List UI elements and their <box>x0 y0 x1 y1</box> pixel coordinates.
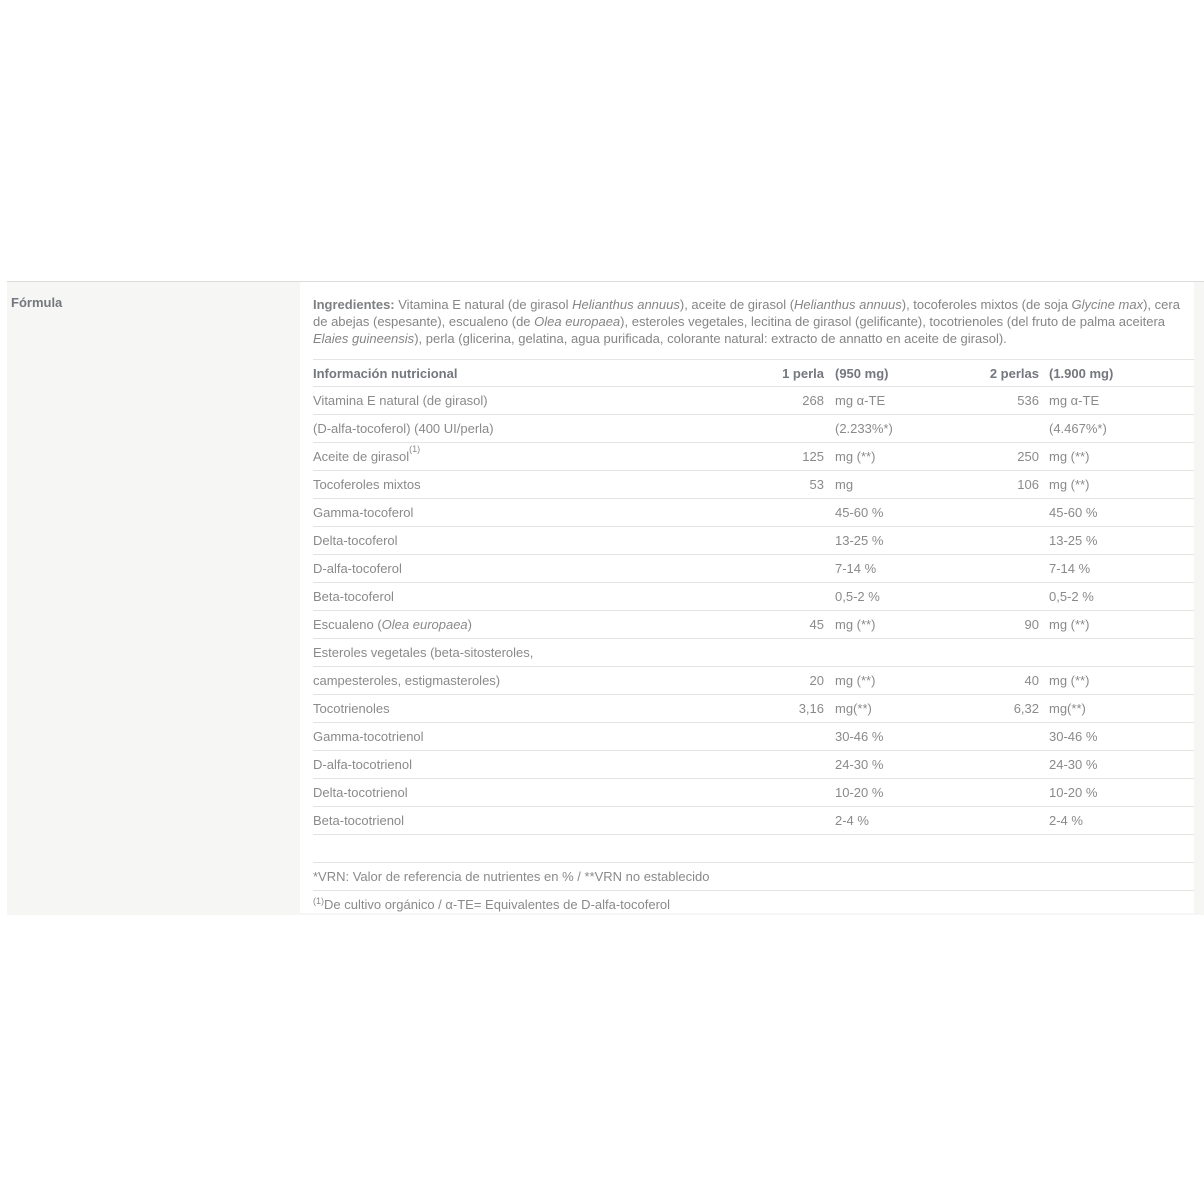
row-unit-1: 7-14 % <box>835 561 877 576</box>
row-value-1: 53 <box>809 477 824 492</box>
row-unit-1: mg (**) <box>835 617 876 632</box>
row-unit-2: 7-14 % <box>1049 561 1091 576</box>
nutrition-row <box>313 387 1194 415</box>
row-unit-2: mg (**) <box>1049 617 1090 632</box>
header-serving2-weight: (1.900 mg) <box>1049 365 1114 381</box>
section-title: Fórmula <box>11 295 63 310</box>
row-label: Beta-tocoferol <box>313 589 394 604</box>
footnote-organic: $^{(1)}$ De cultivo orgánico / α-TE= Equivalentes de D-alfa-tocoferol <box>313 891 1194 913</box>
nutrition-row <box>313 807 1194 835</box>
row-value-1: 3,16 <box>798 701 824 716</box>
row-unit-1: mg (**) <box>835 673 876 688</box>
footnote-vrn: *VRN: Valor de referencia de nutrientes en % / **VRN no establecido <box>313 863 1194 891</box>
nutrition-row <box>313 527 1194 555</box>
row-label: Aceite de girasol$^{(1)}$ <box>313 443 421 464</box>
nutrition-row <box>313 751 1194 779</box>
row-value-1: 20 <box>809 673 824 688</box>
row-value-2: 6,32 <box>1013 701 1039 716</box>
nutrition-row <box>313 695 1194 723</box>
nutrition-row <box>313 639 1194 667</box>
row-unit-1: 45-60 % <box>835 505 884 520</box>
nutrition-row <box>313 583 1194 611</box>
nutrition-row <box>313 611 1194 639</box>
row-unit-2: mg α-TE <box>1049 393 1100 408</box>
nutrition-row <box>313 471 1194 499</box>
row-label: Delta-tocotrienol <box>313 785 408 800</box>
nutrition-row <box>313 443 1194 471</box>
row-unit-2: 45-60 % <box>1049 505 1098 520</box>
nutrition-row <box>313 555 1194 583</box>
nutrition-table-header <box>313 359 1194 387</box>
header-title: Información nutricional <box>313 365 458 381</box>
formula-section <box>7 281 1204 915</box>
row-value-2: 106 <box>1017 477 1039 492</box>
row-unit-1: 10-20 % <box>835 785 884 800</box>
header-serving1-qty: 1 perla <box>782 365 824 381</box>
nutrition-row <box>313 723 1194 751</box>
row-unit-1: 30-46 % <box>835 729 884 744</box>
row-value-2: 90 <box>1024 617 1039 632</box>
row-unit-1: 0,5-2 % <box>835 589 880 604</box>
row-value-2: 250 <box>1017 449 1039 464</box>
nutrition-row <box>313 415 1194 443</box>
header-serving1-weight: (950 mg) <box>835 365 889 381</box>
row-unit-1: 24-30 % <box>835 757 884 772</box>
row-unit-1: 2-4 % <box>835 813 869 828</box>
row-label: D-alfa-tocotrienol <box>313 757 412 772</box>
table-footnotes <box>313 863 1194 913</box>
nutrition-table <box>313 359 1194 863</box>
row-label: Tocoferoles mixtos <box>313 477 421 492</box>
row-unit-2: 0,5-2 % <box>1049 589 1094 604</box>
row-value-2: 40 <box>1024 673 1039 688</box>
nutrition-row <box>313 835 1194 863</box>
row-label: Vitamina E natural (de girasol) <box>313 393 488 408</box>
row-label: Gamma-tocotrienol <box>313 729 424 744</box>
row-label: (D-alfa-tocoferol) (400 UI/perla) <box>313 421 494 436</box>
row-unit-1: 13-25 % <box>835 533 884 548</box>
row-label: campesteroles, estigmasteroles) <box>313 673 501 688</box>
row-unit-2: 2-4 % <box>1049 813 1083 828</box>
row-label: Delta-tocoferol <box>313 533 398 548</box>
header-serving2-qty: 2 perlas <box>989 365 1039 381</box>
row-unit-2: mg (**) <box>1049 477 1090 492</box>
row-value-1: 268 <box>802 393 824 408</box>
row-label: Esteroles vegetales (beta-sitosteroles, <box>313 645 534 660</box>
row-label: Escualeno (Olea europaea) <box>313 617 473 632</box>
row-unit-1: (2.233%*) <box>835 421 893 436</box>
nutrition-row <box>313 779 1194 807</box>
row-unit-2: 10-20 % <box>1049 785 1098 800</box>
row-unit-2: (4.467%*) <box>1049 421 1107 436</box>
row-unit-1: mg <box>835 477 854 492</box>
nutrition-row <box>313 499 1194 527</box>
row-unit-2: 24-30 % <box>1049 757 1098 772</box>
row-unit-2: 13-25 % <box>1049 533 1098 548</box>
row-unit-2: 30-46 % <box>1049 729 1098 744</box>
row-value-1: 125 <box>802 449 824 464</box>
row-label: D-alfa-tocoferol <box>313 561 402 576</box>
row-label: Beta-tocotrienol <box>313 813 405 828</box>
row-unit-2: mg(**) <box>1049 701 1086 716</box>
formula-content <box>300 282 1194 913</box>
row-unit-1: mg α-TE <box>835 393 886 408</box>
row-value-1: 45 <box>809 617 824 632</box>
nutrition-row <box>313 667 1194 695</box>
row-label: Gamma-tocoferol <box>313 505 414 520</box>
row-unit-1: mg(**) <box>835 701 872 716</box>
row-unit-2: mg (**) <box>1049 449 1090 464</box>
row-label: Tocotrienoles <box>313 701 390 716</box>
formula-label-column <box>7 282 300 915</box>
row-unit-2: mg (**) <box>1049 673 1090 688</box>
row-unit-1: mg (**) <box>835 449 876 464</box>
ingredients-paragraph: Ingredientes: Vitamina E natural (de girasol Helianthus annuus), aceite de girasol (Helianthus annuus), tocoferoles mixtos (de soja Glycine max), cera de abejas (espesante), escualeno (de Olea europaea), esteroles vegetales, lecitina de girasol (gelificante), tocotrienoles (del fruto de palma aceitera Elaies guineensis), perla (glicerina, gelatina, agua purificada, colorante natural: extracto de annatto en aceite de girasol). <box>313 297 1180 346</box>
row-value-2: 536 <box>1017 393 1039 408</box>
nutrition-table-body <box>313 387 1194 863</box>
